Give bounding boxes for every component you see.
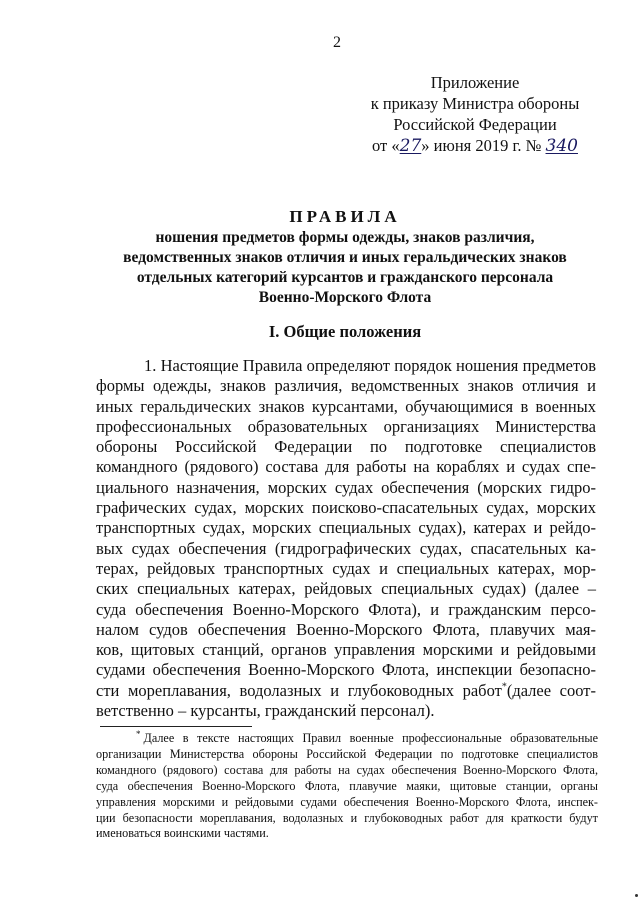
- date-middle: » июня 2019 г. №: [421, 136, 546, 155]
- line-text: (далее соот-: [506, 680, 596, 700]
- annex-header: [350, 72, 600, 157]
- footnote-line: ции безопасности мореплавания, водолазных и глубоководных работ для краткости будут: [96, 810, 598, 825]
- annex-date-line: [350, 135, 600, 157]
- paragraph-line: судами обеспечения Военно-Морского Флота, инспекции безопасно-: [96, 660, 596, 680]
- footnote-text: Далее в тексте настоящих Правил военные профессиональные образовательные: [143, 731, 598, 745]
- subtitle-line: ношения предметов формы одежды, знаков различия,: [155, 229, 535, 246]
- footnote-marker: *: [136, 728, 141, 739]
- footnote-line: управления морскими и рейдовыми судами обеспечения Военно-Морского Флота, инспек-: [96, 794, 598, 809]
- paragraph-line: транспортных судах, морских специальных судах), катерах и рейдо-: [96, 518, 596, 538]
- paragraph-line: ков, щитовых станций, органов управления морскими и рейдовыми: [96, 640, 596, 660]
- footnote-line: организации Министерства обороны Российской Федерации по подготовке специалистов: [96, 746, 598, 761]
- paragraph-line: ских специальных катерах, рейдовых специальных судах) (далее –: [96, 579, 596, 599]
- paragraph-line: ветственно – курсанты, гражданский персонал).: [96, 701, 435, 721]
- subtitle-line: ведомственных знаков отличия и иных геральдических знаков: [123, 249, 567, 266]
- paragraph-line: формы одежды, знаков различия, ведомственных знаков отличия и: [96, 376, 596, 396]
- footnote-line: именоваться воинскими частями.: [96, 826, 269, 841]
- section-heading: I. Общие положения: [268, 322, 422, 341]
- footnote-line: [96, 728, 598, 747]
- footnote-separator: [100, 726, 252, 727]
- line-text: сти мореплавания, водолазных и глубоководных работ: [96, 680, 502, 700]
- paragraph-1: [96, 356, 596, 721]
- paragraph-line: профессиональных образовательных организациях Министерства: [96, 416, 596, 436]
- annex-title: Приложение: [430, 73, 520, 92]
- paragraph-line: обороны Российской Федерации по подготовке специалистов: [96, 437, 596, 457]
- scan-artifact-dot: [635, 894, 638, 897]
- footnote-line: суда обеспечения Военно-Морского Флота, плавучие маяки, щитовые станции, органы: [96, 778, 598, 793]
- paragraph-line: иных геральдических знаков курсантами, обучающимися в военных: [96, 396, 596, 416]
- footnote-reference[interactable]: *: [501, 681, 507, 693]
- footnote: [96, 728, 598, 842]
- footnote-line: командного (рядового) состава для работы на судах обеспечения Военно-Морского Флота,: [96, 762, 598, 777]
- subtitle-line: отдельных категорий курсантов и гражданского персонала: [136, 269, 554, 286]
- date-prefix: от «: [372, 136, 400, 155]
- subtitle-line: Военно-Морского Флота: [258, 289, 432, 306]
- paragraph-line: терах, рейдовых транспортных судах и специальных катерах, мор-: [96, 558, 596, 578]
- paragraph-line: графических судах, морских поисково-спасательных судах, морских: [96, 498, 596, 518]
- paragraph-line: суда обеспечения Военно-Морского Флота), и гражданским персо-: [96, 599, 596, 619]
- paragraph-line: вых судах обеспечения (гидрографических судах, спасательных ка-: [96, 538, 596, 558]
- handwritten-day: 27: [399, 136, 422, 156]
- paragraph-line: 1. Настоящие Правила определяют порядок ношения предметов: [144, 356, 596, 375]
- page-number: 2: [333, 34, 341, 51]
- annex-order-reference: к приказу Министра обороны: [370, 94, 580, 113]
- title-word: ПРАВИЛА: [289, 207, 401, 226]
- paragraph-line: налом судов обеспечения Военно-Морского Флота, плавучих мая-: [96, 619, 596, 639]
- paragraph-line-with-footnote: [96, 681, 596, 701]
- paragraph-line: циального назначения, морских судах обеспечения (морских гидро-: [96, 477, 596, 497]
- paragraph-line: командного (рядового) состава для работы на кораблях и судах спе-: [96, 457, 596, 477]
- annex-country: Российской Федерации: [393, 115, 557, 134]
- handwritten-order-number: 340: [545, 136, 578, 156]
- document-title: [100, 206, 590, 308]
